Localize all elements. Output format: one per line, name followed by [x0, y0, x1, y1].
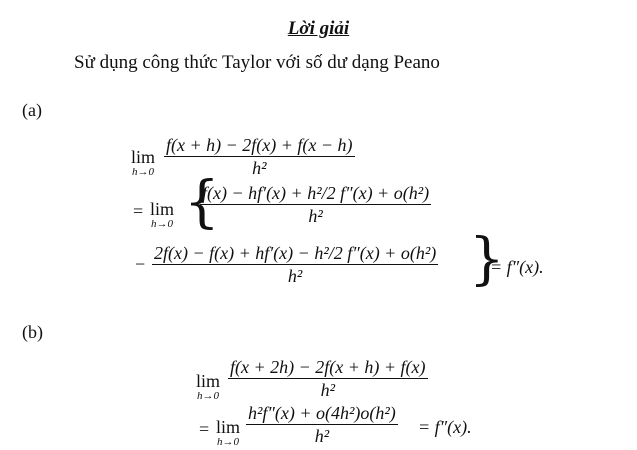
intro-text: Sử dụng công thức Taylor với số dư dạng Peano — [74, 52, 440, 73]
limit-operator — [196, 372, 220, 402]
limit-subscript: h→0 — [197, 390, 219, 402]
denominator: h² — [252, 158, 267, 178]
right-brace: } — [469, 227, 505, 292]
limit-word: lim — [196, 371, 221, 391]
equals-sign: = — [199, 419, 210, 439]
part-b-label: (b) — [22, 322, 43, 342]
numerator: 2f(x) − f(x) + hf′(x) − h²/2 f″(x) + o(h²) — [154, 243, 437, 263]
solution-heading: Lời giải — [287, 18, 350, 39]
limit-subscript: h→0 — [151, 218, 173, 230]
fraction-line3 — [152, 244, 438, 285]
numerator: f(x + h) − 2f(x) + f(x − h) — [166, 135, 353, 155]
fraction-line1 — [228, 358, 428, 399]
limit-word: lim — [216, 417, 241, 437]
limit-subscript: h→0 — [217, 436, 239, 448]
part-a-label: (a) — [22, 100, 42, 120]
equals-sign: = — [133, 201, 144, 221]
numerator: h²f″(x) + o(4h²)o(h²) — [248, 403, 396, 423]
result-value: = f″(x). — [418, 417, 472, 437]
denominator: h² — [320, 380, 335, 400]
denominator: h² — [314, 426, 330, 446]
numerator: f(x + 2h) − 2f(x + h) + f(x) — [230, 357, 426, 377]
limit-operator — [216, 418, 240, 448]
result-value: = f″(x). — [490, 257, 544, 277]
denominator: h² — [308, 206, 323, 226]
limit-operator — [150, 200, 174, 230]
left-brace: { — [184, 170, 220, 235]
limit-word: lim — [150, 199, 175, 219]
limit-word: lim — [131, 147, 156, 167]
fraction-line2 — [246, 404, 398, 445]
denominator: h² — [287, 266, 303, 286]
limit-subscript: h→0 — [132, 166, 154, 178]
numerator: f(x) − hf′(x) + h²/2 f″(x) + o(h²) — [202, 183, 430, 203]
limit-operator — [131, 148, 155, 178]
minus-sign: − — [135, 254, 146, 274]
fraction-line2 — [200, 184, 431, 225]
